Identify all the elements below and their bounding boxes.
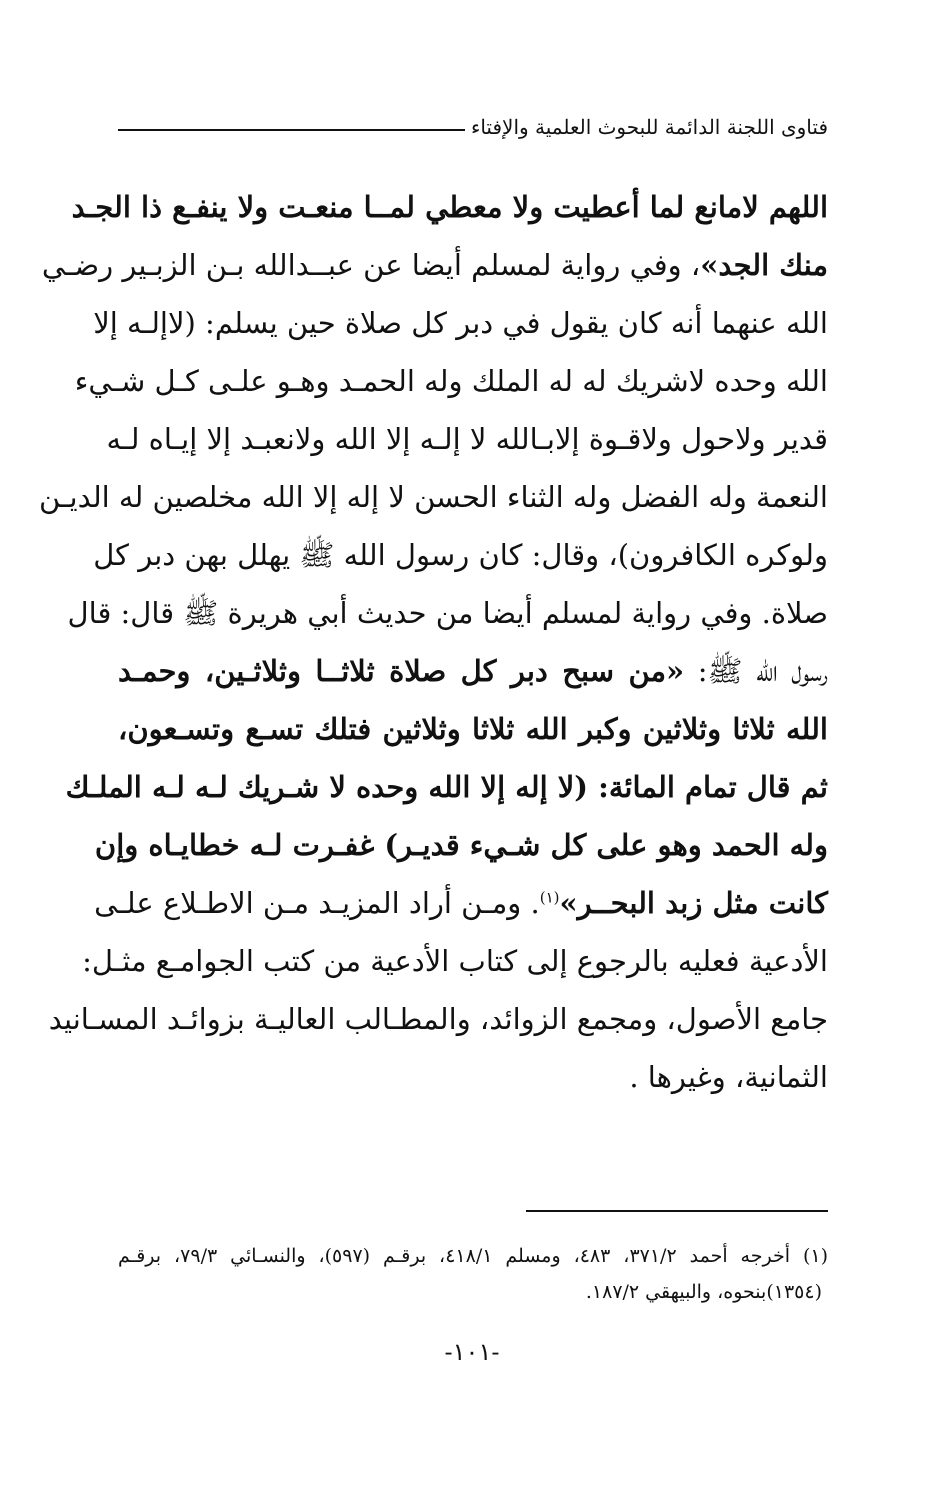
running-header [118,115,828,139]
hadith-quote-start: «من سبح دبر كل صلاة ثلاثــا وثلاثـين، وحمـد [118,654,685,688]
page-number: -١٠١- [444,1338,500,1366]
text-line-14: الأدعية فعليه بالرجوع إلى كتاب الأدعية من كتب الجوامـع مثـل: [82,944,828,978]
text-line-10: الله ثلاثا وثلاثين وكبر الله ثلاثا وثلاثين فتلك تسـع وتسـعون، [118,712,828,746]
text-line-6: النعمة وله الفضل وله الثناء الحسن لا إله إلا الله مخلصين له الديـن [38,480,828,514]
text-line-11: ثم قال تمام المائة: (لا إله إلا الله وحده لا شـريك لـه لـه الملـك [65,770,828,804]
footnote-reference[interactable]: (١) [539,888,560,907]
text-line-8: صلاة. وفي رواية لمسلم أيضا من حديث أبي هريرة ﷺ قال: قال [67,596,828,630]
text-line-9 [118,642,828,700]
text-line-3: الله عنهما أنه كان يقول في دبر كل صلاة حين يسلم: (لاإلـه إلا [93,306,828,340]
footnote [118,1238,828,1310]
text-line-16: الثمانية، وغيرها . [629,1060,828,1094]
hadith-quote-end: كانت مثل زبد البحــر» [559,886,828,920]
text-line-5: قدير ولاحول ولاقـوة إلابـالله لا إلـه إلا الله ولانعبـد إلا إيـاه لـه [106,422,828,456]
text-line-4: الله وحده لاشريك له له الملك وله الحمـد وهـو علـى كـل شـيء [74,364,828,398]
text-line-7: ولوكره الكافرون)، وقال: كان رسول الله ﷺ يهلل بهن دبر كل [93,538,828,572]
header-rule [118,129,465,131]
text-line-15: جامع الأصول، ومجمع الزوائد، والمطـالب العاليـة بزوائـد المسـانيد [48,1002,828,1036]
line-9-plain: رسول الله ﷺ: [684,654,828,688]
text-line-1: اللهم لامانع لما أعطيت ولا معطي لمــا منعـت ولا ينفـع ذا الجـد [71,190,828,224]
footnote-line-2: (١٣٥٤)بنحوه، والبيهقي ١٨٧/٢. [585,1281,822,1303]
header-title: فتاوى اللجنة الدائمة للبحوث العلمية والإفتاء [470,115,828,139]
quote-fragment: منك الجد» [700,248,828,282]
text-line-13 [94,874,828,932]
text-line-2 [41,236,828,294]
footnote-separator [526,1210,828,1212]
text-line-12: وله الحمد وهو على كل شـيء قديـر) غفـرت لـه خطايـاه وإن [94,828,828,862]
line-2-rest: ، وفي رواية لمسلم أيضا عن عبــدالله بـن الزبـير رضـي [41,248,701,282]
line-13-rest: . ومـن أراد المزيـد مـن الاطـلاع علـى [94,886,540,920]
main-text [38,178,828,1106]
footnote-line-1: (١) أخرجه أحمد ٣٧١/٢، ٤٨٣، ومسلم ٤١٨/١، برقـم (٥٩٧)، والنسـائي ٧٩/٣، برقـم [118,1245,829,1267]
